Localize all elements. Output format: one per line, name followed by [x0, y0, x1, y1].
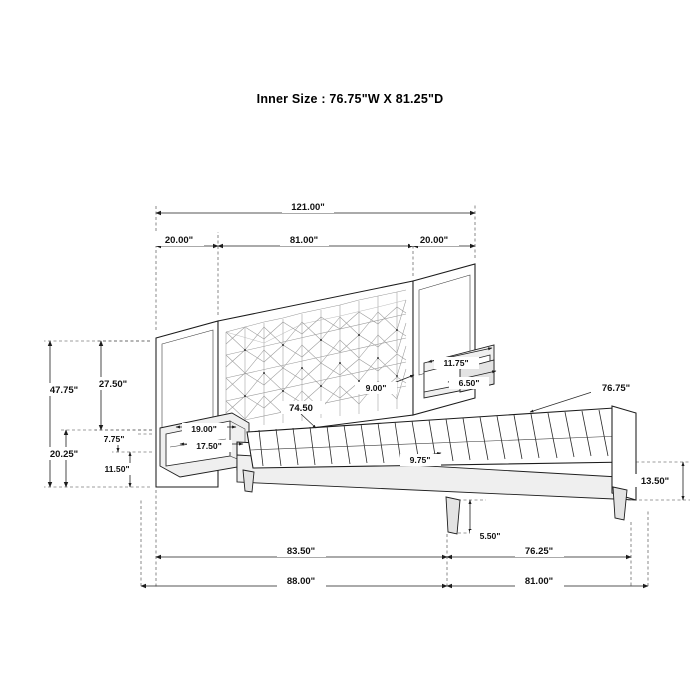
- dim-leg-height: 5.50": [479, 531, 501, 541]
- leg-front-left: [446, 497, 460, 534]
- leg-front-right: [613, 487, 627, 520]
- dim-deck-height: 13.50": [640, 476, 670, 487]
- dim-left-panel-width: 20.00": [164, 235, 194, 246]
- bed-geometry: [156, 264, 636, 534]
- dim-frame-length-left: 83.50": [286, 546, 316, 557]
- dim-nightstand-width: 19.00": [191, 424, 217, 434]
- dim-platform-depth: 76.75": [601, 383, 631, 394]
- dim-nightstand-depth: 17.50": [196, 441, 222, 451]
- dim-drawer-height: 7.75": [103, 434, 125, 444]
- dim-overall-height: 47.75": [49, 385, 79, 396]
- dim-total-length-right: 81.00": [524, 576, 554, 587]
- dim-nightstand-height: 20.25": [49, 449, 79, 460]
- dim-overall-width: 121.00": [291, 202, 325, 213]
- dim-headboard-width: 81.00": [289, 235, 319, 246]
- dim-drawer-bottom-height: 11.50": [104, 464, 130, 474]
- dim-slat-spacing: 9.75": [409, 455, 431, 465]
- leg-rear-left: [243, 470, 254, 492]
- dim-platform-width: 74.50: [289, 403, 313, 414]
- page-title: Inner Size : 76.75"W X 81.25"D: [256, 92, 444, 106]
- dimension-annotations: [41, 200, 690, 588]
- dim-right-nightstand-width: 11.75": [443, 358, 469, 368]
- dim-headboard-height: 27.50": [98, 379, 128, 390]
- dim-frame-length-right: 76.25": [524, 546, 554, 557]
- dim-nightstand-clearance: 9.00": [365, 383, 387, 393]
- dim-right-nightstand-depth: 6.50": [458, 378, 480, 388]
- dim-right-panel-width: 20.00": [419, 235, 449, 246]
- dim-total-length-left: 88.00": [286, 576, 316, 587]
